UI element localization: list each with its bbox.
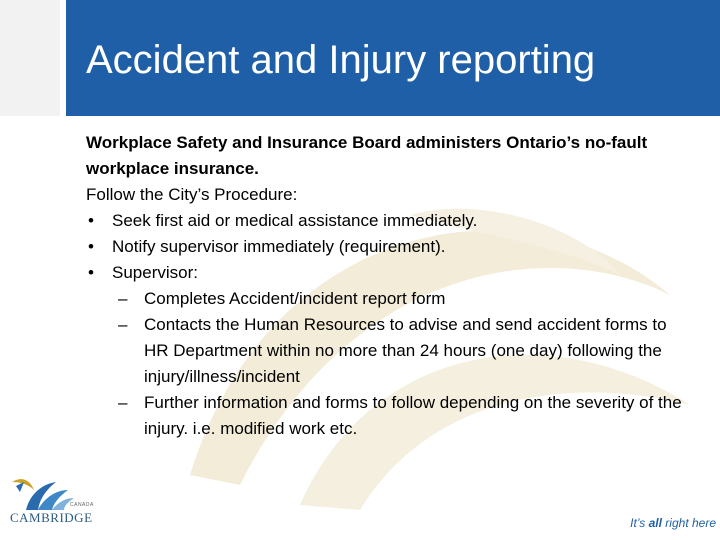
tagline-emphasis: all [648,516,662,530]
sub-bullet-text: Contacts the Human Resources to advise and send accident forms to HR Department within no more than 24 hours (one day) following the injury/illness/incident [144,315,667,386]
slide-title: Accident and Injury reporting [86,38,596,82]
tagline-post: right here [661,516,716,530]
sub-bullet-item [86,390,686,442]
bullet-text: Seek first aid or medical assistance immediately. [112,211,478,230]
intro-text: Workplace Safety and Insurance Board administers Ontario’s no-fault workplace insurance. [86,133,648,178]
bullet-mark: • [88,237,94,256]
sub-bullet-item [86,286,686,312]
dash-mark: – [118,393,128,412]
follow-line: Follow the City’s Procedure: [86,185,298,204]
logo-subtext: CANADA [70,502,94,508]
tagline-pre: It’s [630,516,649,530]
dash-mark: – [118,289,128,308]
bullet-mark: • [88,211,94,230]
bullet-item [86,260,686,286]
logo-wordmark: CAMBRIDGE [10,510,93,525]
bullet-text: Supervisor: [112,263,198,282]
left-strip [0,0,60,116]
bullet-text: Notify supervisor immediately (requirement). [112,237,446,256]
sub-bullet-text: Further information and forms to follow depending on the severity of the injury. i.e. modified work etc. [144,393,682,438]
sub-bullet-item [86,312,686,390]
bullet-item [86,234,686,260]
bullet-item [86,208,686,234]
tagline [630,516,716,530]
sub-bullet-text: Completes Accident/incident report form [144,289,446,308]
bullet-mark: • [88,263,94,282]
slide-body [86,130,686,442]
dash-mark: – [118,315,128,334]
title-bar [66,0,720,116]
